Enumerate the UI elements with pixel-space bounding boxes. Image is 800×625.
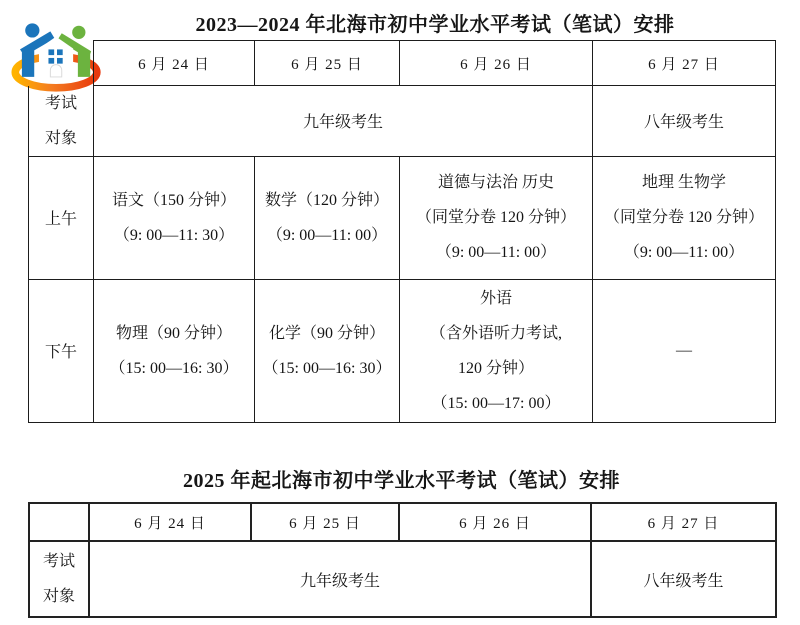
foreign-language-exam-cell (400, 279, 593, 422)
table-row (29, 503, 776, 541)
time-line: （9: 00—11: 00） (435, 244, 557, 261)
exam-target-line2: 对象 (42, 588, 75, 605)
date-header-jun24: 6 月 24 日 (94, 41, 255, 86)
subject-line: 语文（150 分钟） (111, 191, 236, 209)
subject-line: 外语 (479, 289, 512, 307)
math-exam-cell (255, 156, 400, 279)
exam-target-line2: 对象 (44, 129, 77, 147)
subject-line: 地理 生物学 (641, 174, 726, 191)
grade8-candidates-cell: 八年级考生 (593, 86, 776, 157)
row-label-exam-target (29, 541, 89, 617)
time-line: （15: 00—17: 00） (431, 394, 561, 412)
row-label-exam-target (29, 86, 94, 157)
corner-empty-cell (29, 41, 94, 86)
row-label-afternoon: 下午 (29, 279, 94, 422)
exam-target-line1: 考试 (42, 553, 75, 570)
row-label-morning: 上午 (29, 156, 94, 279)
date-header-jun26: 6 月 26 日 (400, 41, 593, 86)
physics-exam-cell (94, 279, 255, 422)
geography-biology-exam-cell (593, 156, 776, 279)
time-line: （15: 00—16: 30） (262, 359, 392, 377)
morality-history-exam-cell (400, 156, 593, 279)
note-line: （含外语听力考试, (429, 324, 562, 342)
no-exam-cell: — (593, 279, 776, 422)
date-header-jun25: 6 月 25 日 (255, 41, 400, 86)
time-line: （9: 00—11: 30） (113, 226, 235, 244)
exam-schedule-table-2025 (28, 502, 777, 618)
time-line: （9: 00—11: 00） (266, 226, 388, 244)
subject-line: 数学（120 分钟） (264, 191, 389, 209)
subject-line: 道德与法治 历史 (437, 174, 554, 191)
grade9-candidates-cell: 九年级考生 (94, 86, 593, 157)
table-row (29, 279, 776, 422)
table-row (29, 86, 776, 157)
duration-line: （同堂分卷 120 分钟） (603, 209, 764, 226)
grade9-candidates-cell: 九年级考生 (89, 541, 591, 617)
subject-line: 化学（90 分钟） (268, 324, 385, 342)
duration-line: （同堂分卷 120 分钟） (415, 209, 576, 226)
date-header-jun27: 6 月 27 日 (591, 503, 776, 541)
table-row (29, 41, 776, 86)
time-line: （15: 00—16: 30） (109, 359, 239, 377)
duration-line: 120 分钟） (457, 359, 534, 377)
schedule-2025-title: 2025 年起北海市初中学业水平考试（笔试）安排 (183, 470, 620, 492)
date-header-jun27: 6 月 27 日 (593, 41, 776, 86)
time-line: （9: 00—11: 00） (623, 244, 745, 261)
table-row (29, 156, 776, 279)
date-header-jun26: 6 月 26 日 (399, 503, 591, 541)
chemistry-exam-cell (255, 279, 400, 422)
subject-line: 物理（90 分钟） (115, 324, 232, 342)
corner-empty-cell (29, 503, 89, 541)
date-header-jun24: 6 月 24 日 (89, 503, 251, 541)
date-header-jun25: 6 月 25 日 (251, 503, 399, 541)
schedule-2024-title: 2023—2024 年北海市初中学业水平考试（笔试）安排 (195, 14, 675, 36)
exam-schedule-table-2024 (28, 40, 776, 423)
table-row (29, 541, 776, 617)
grade8-candidates-cell: 八年级考生 (591, 541, 776, 617)
exam-target-line1: 考试 (44, 94, 77, 112)
chinese-exam-cell (94, 156, 255, 279)
